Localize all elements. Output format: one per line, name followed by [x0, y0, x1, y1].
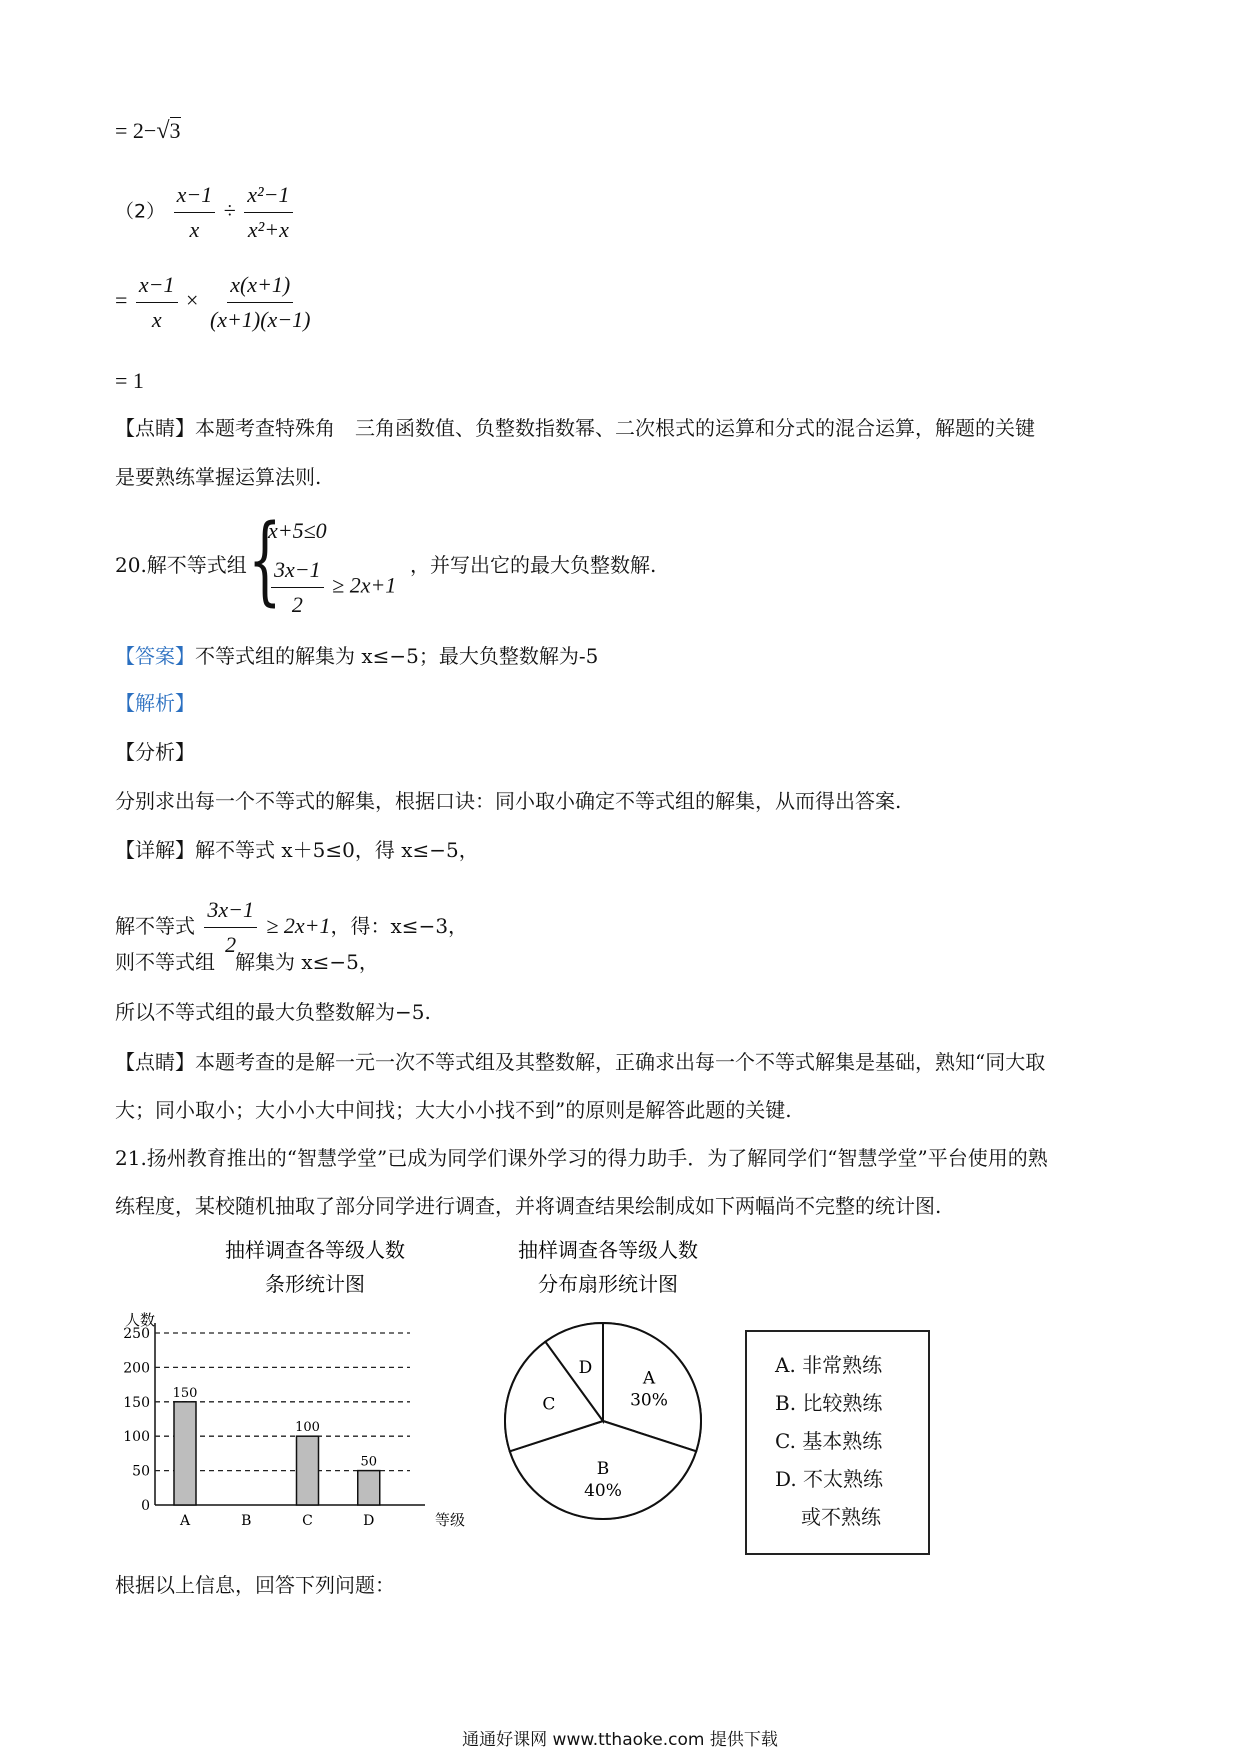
y-tick-label: 0 [141, 1498, 150, 1514]
pie-label: D [578, 1357, 593, 1378]
bar-chart-subtitle: 条形统计图 [265, 1272, 365, 1296]
pie-chart-subtitle: 分布扇形统计图 [538, 1272, 678, 1296]
fraction: $\frac{3x-1}{2}$ [271, 555, 324, 620]
y-tick-label: 100 [123, 1429, 150, 1446]
fraction: $\frac{3x-1}{2}$ [204, 895, 257, 960]
bar [174, 1402, 196, 1505]
pie-chart-title: 抽样调查各等级人数 [518, 1238, 698, 1262]
x-tick-label: C [302, 1513, 313, 1529]
fraction: $\frac{\text{x²−1}}{\text{x²+x}}$ [244, 180, 292, 245]
system-brace: { [248, 504, 282, 616]
bar [297, 1436, 319, 1505]
footer-text: 通通好课网 www.tthaoke.com 提供下载 [462, 1730, 778, 1750]
question-21: 21.扬州教育推出的“智慧学堂”已成为同学们课外学习的得力助手．为了解同学们“智慧学堂”平台使用的熟 [115, 1146, 1048, 1170]
fenxi-tag: 【分析】 [115, 740, 195, 764]
solve-inequality-2: 解不等式 $\frac{3x-1}{2}$ ≥ 2x+1，得：x≤−3， [115, 895, 468, 960]
x-tick-label: B [241, 1513, 252, 1529]
solution-set-text: 则不等式组 解集为 x≤−5， [115, 950, 379, 974]
inequality-1: x+5≤0 [268, 518, 327, 543]
dianjing-paragraph-2: 【点睛】本题考查的是解一元一次不等式组及其整数解，正确求出每一个不等式解集是基础，熟知“同大取 [115, 1050, 1046, 1074]
dianjing-paragraph-1: 【点睛】本题考查特殊角 三角函数值、负整数指数幂、二次根式的运算和分式的混合运算，解题的关键 [115, 416, 1035, 440]
y-tick-label: 50 [132, 1463, 150, 1480]
bar [358, 1471, 380, 1505]
fraction: $\frac{x(x+1)}{(x+1)(x-1)}$ [209, 272, 311, 332]
y-axis-label: 人数 [125, 1311, 156, 1329]
answer-tag: 【答案】 [115, 644, 195, 668]
pie-label: A [642, 1368, 656, 1389]
dianjing-paragraph-2-cont: 大；同小取小；大小小大中间找；大大小小找不到”的原则是解答此题的关键. [115, 1098, 792, 1122]
fraction: $\frac{x-1}{x}$ [136, 270, 178, 335]
jiexi-tag: 【解析】 [115, 691, 195, 715]
bar-data-label: 50 [360, 1454, 378, 1470]
bar-marks [173, 1386, 380, 1529]
question-20-label: 20.解不等式组 [115, 553, 247, 577]
legend-item-a: A. 非常熟练 [775, 1353, 883, 1377]
dianjing-paragraph-1-cont: 是要熟练掌握运算法则. [115, 465, 322, 489]
after-text: 根据以上信息，回答下列问题： [115, 1573, 395, 1597]
x-tick-label: A [179, 1513, 191, 1529]
legend-box [745, 1330, 930, 1555]
fenxi-text: 分别求出每一个不等式的解集，根据口诀：同小取小确定不等式组的解集，从而得出答案. [115, 789, 902, 813]
y-tick-label: 250 [123, 1326, 150, 1342]
pie-marks [505, 1323, 701, 1519]
part-2-expression: （2） $\frac{x-1}{x}$ ÷ $\frac{\text{x²−1}}{\text{x²+x}}$ [115, 180, 296, 245]
pie-percent-label: 40% [584, 1480, 622, 1501]
bar-data-label: 150 [172, 1385, 198, 1401]
x-axis-label: 等级 [435, 1511, 466, 1529]
question-21-cont: 练程度，某校随机抽取了部分同学进行调查，并将调查结果绘制成如下两幅尚不完整的统计图. [115, 1194, 942, 1218]
pie-label: B [596, 1458, 610, 1479]
legend-item-d-cont: 或不熟练 [801, 1505, 881, 1529]
bar-chart-title: 抽样调查各等级人数 [225, 1238, 405, 1262]
sqrt-symbol: √ [156, 118, 170, 144]
legend-item-d: D. 不太熟练 [775, 1467, 884, 1491]
pie-percent-label: 30% [630, 1390, 668, 1411]
xiangjie-text: 【详解】解不等式 x＋5≤0，得 x≤−5， [115, 838, 479, 862]
y-tick-label: 150 [123, 1394, 150, 1411]
fraction: $\frac{x-1}{x}$ [174, 180, 216, 245]
bar-data-label: 100 [295, 1420, 320, 1436]
bar-chart [120, 1235, 480, 1535]
pie-label: C [542, 1394, 556, 1415]
inequality-2: $\frac{3x-1}{2}$ ≥ 2x+1 [268, 555, 396, 620]
part-2-result: = 1 [115, 368, 144, 393]
legend-item-b: B. 比较熟练 [775, 1391, 883, 1415]
y-tick-label: 200 [123, 1360, 150, 1377]
part-2-step: = $\frac{x-1}{x}$ × $\frac{x(x+1)}{(x+1)(x-1)}$ [115, 270, 317, 335]
pie-chart [490, 1235, 730, 1545]
result-line-1: = 2−√3 [115, 118, 181, 144]
max-solution-text: 所以不等式组的最大负整数解为−5. [115, 1000, 431, 1024]
x-tick-label: D [363, 1513, 375, 1529]
answer-line: 【答案】不等式组的解集为 x≤−5；最大负整数解为-5 [115, 644, 599, 668]
legend-item-c: C. 基本熟练 [775, 1429, 883, 1453]
question-20-tail: ，并写出它的最大负整数解. [410, 553, 657, 577]
